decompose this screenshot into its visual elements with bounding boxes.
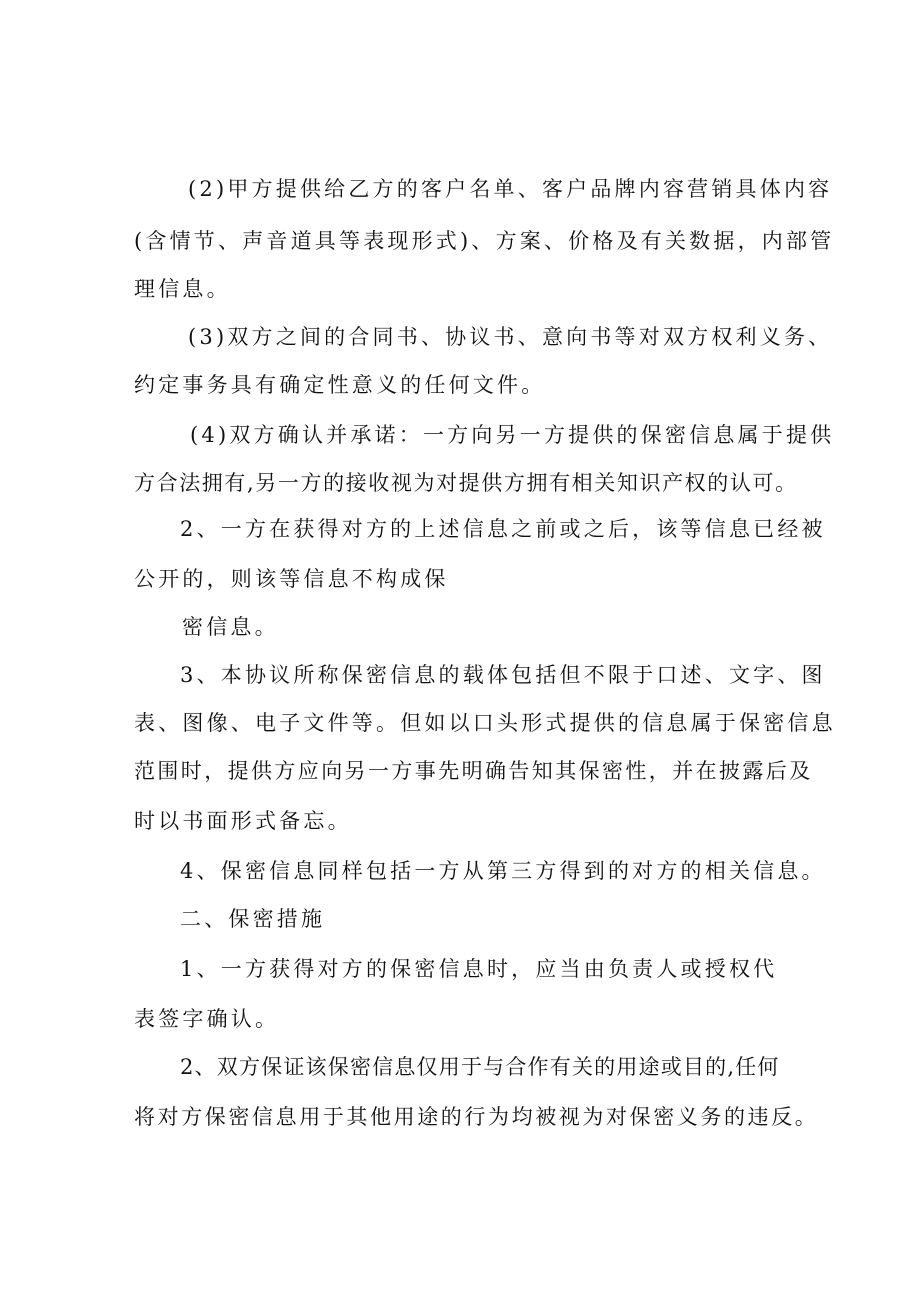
measure-2-line-1: 2、双方保证该保密信息仅用于与合作有关的用途或目的,任何 xyxy=(180,1055,780,1079)
clause-2-line-3: 密信息。 xyxy=(182,615,279,639)
clause-2-line-2: 公开的，则该等信息不构成保 xyxy=(134,567,449,591)
paragraph-2-line-3: 理信息。 xyxy=(134,277,231,301)
clause-4-line-1: 4、保密信息同样包括一方从第三方得到的对方的相关信息。 xyxy=(180,859,826,883)
clause-2-line-1: 2、一方在获得对方的上述信息之前或之后，该等信息已经被 xyxy=(180,517,826,541)
measure-1-line-1: 1、一方获得对方的保密信息时，应当由负责人或授权代 xyxy=(180,957,778,981)
measure-1-line-2: 表签字确认。 xyxy=(134,1007,280,1031)
paragraph-4-line-2: 方合法拥有,另一方的接收视为对提供方拥有相关知识产权的认可。 xyxy=(134,471,798,495)
section-heading-confidentiality-measures: 二、保密措施 xyxy=(180,907,326,931)
paragraph-3-line-1: (3)双方之间的合同书、协议书、意向书等对双方权利义务、 xyxy=(188,325,833,349)
clause-3-line-3: 范围时，提供方应向另一方事先明确告知其保密性，并在披露后及 xyxy=(134,759,813,783)
paragraph-3-line-2: 约定事务具有确定性意义的任何文件。 xyxy=(134,373,546,397)
clause-3-line-1: 3、本协议所称保密信息的载体包括但不限于口述、文字、图 xyxy=(180,663,826,687)
paragraph-2-line-1: (2)甲方提供给乙方的客户名单、客户品牌内容营销具体内容 xyxy=(188,177,833,201)
measure-2-line-2: 将对方保密信息用于其他用途的行为均被视为对保密义务的违反。 xyxy=(134,1105,819,1129)
clause-3-line-2: 表、图像、电子文件等。但如以口头形式提供的信息属于保密信息 xyxy=(134,711,836,735)
paragraph-4-line-1: (4)双方确认并承诺：一方向另一方提供的保密信息属于提供 xyxy=(190,423,835,447)
paragraph-2-line-2: (含情节、声音道具等表现形式)、方案、价格及有关数据，内部管 xyxy=(134,229,835,253)
clause-3-line-4: 时以书面形式备忘。 xyxy=(134,809,352,833)
